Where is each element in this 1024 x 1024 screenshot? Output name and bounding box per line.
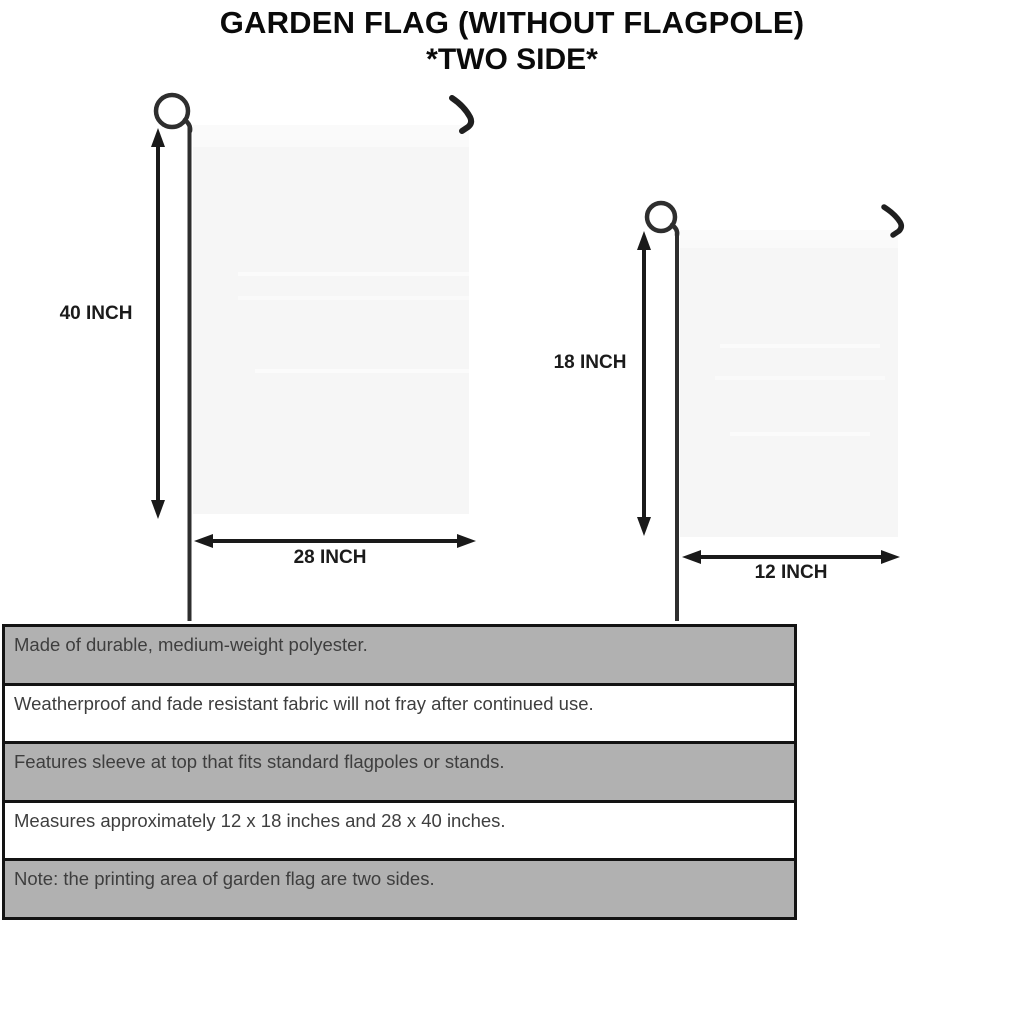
flag-wrinkle (720, 344, 880, 348)
pole-loop-joint-small (672, 225, 677, 235)
table-row (5, 686, 794, 745)
table-row (5, 744, 794, 803)
table-row (5, 861, 794, 917)
page-title (0, 4, 1024, 78)
page-title-line2: *TWO SIDE* (426, 43, 598, 76)
flag-wrinkle (715, 376, 885, 380)
spec-text: Note: the printing area of garden flag are two sides. (14, 868, 435, 890)
flag-panel-large (193, 125, 469, 514)
flag-wrinkle (730, 432, 870, 436)
large-flag-width-label: 28 INCH (293, 547, 367, 568)
page-title-line1: GARDEN FLAG (WITHOUT FLAGPOLE) (219, 5, 805, 40)
spec-text: Measures approximately 12 x 18 inches and 28 x 40 inches. (14, 809, 506, 831)
height-arrow-small (637, 231, 651, 536)
spec-table (2, 624, 797, 920)
spec-text: Features sleeve at top that fits standard flagpoles or stands. (14, 751, 505, 773)
table-row (5, 627, 794, 686)
flag-sleeve-large (193, 125, 469, 147)
spec-text: Made of durable, medium-weight polyester. (14, 634, 368, 655)
pole-loop-large-icon (156, 95, 188, 127)
small-flag-figure (637, 203, 901, 621)
spec-text: Weatherproof and fade resistant fabric will not fray after continued use. (14, 692, 594, 714)
table-row (5, 803, 794, 862)
flag-wrinkle (238, 272, 473, 276)
large-flag-figure (151, 95, 488, 621)
flag-sleeve-small (680, 230, 898, 248)
large-flag-height-label: 40 INCH (59, 303, 133, 324)
small-flag-width-label: 12 INCH (754, 562, 828, 583)
flag-panel-small (680, 230, 898, 537)
flag-wrinkle (255, 369, 475, 373)
width-arrow-large (194, 534, 476, 548)
small-flag-height-label: 18 INCH (553, 352, 627, 373)
flag-wrinkle (238, 296, 488, 300)
